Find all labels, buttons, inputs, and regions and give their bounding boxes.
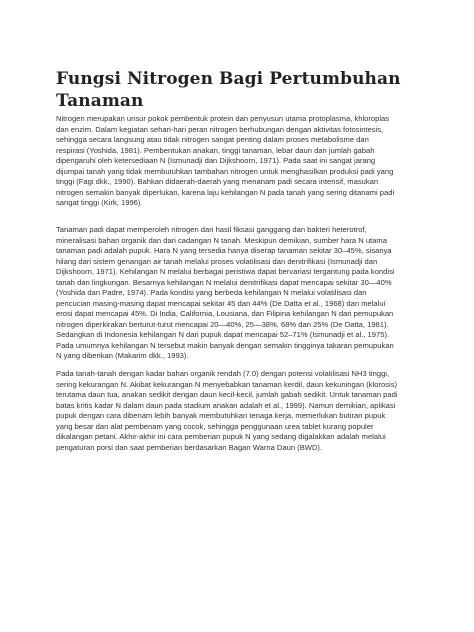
paragraph-nitrogen-function: Nitrogen merupakan unsur pokok pembentuk protein dan penyusun utama protoplasma, khloroplas dan enzim. Dalam kegiatan sehari-hari peran nitrogen berhubungan dengan aktivitas fotosintesis, sehingga secara langsung atau tidak nitrogen sangat penting dalam proses metabolisme dan respirasi (Yoshida, 1981). Pembentukan anakan, tinggi tanaman, lebar daun dan jumlah gabah dipengaruhi oleh ketersediaan N (Ismunadji dan Dijkshoorn, 1971). Pada saat ini sangat jarang dijumpai tanah yang tidak membutuhkan tambahan nitrogen untuk menghasilkan produksi padi yang tinggi (Fagi dkk., 1990). Bahkan didaerah-daerah yang menanam padi secara intensif, masukan nitrogen semakin banyak diperlukan, karena laju kehilangan N pada tanah yang sering ditanami padi sangat tinggi (Kirk, 1996). (56, 114, 395, 207)
page-title: Fungsi Nitrogen Bagi Pertumbuhan Tanaman (56, 69, 401, 111)
paragraph-nitrogen-deficiency: Pada tanah-tanah dengan kadar bahan organik rendah (7.0) dengan potensi volatilisasi NH3 tinggi, sering kekurangan N. Akibat kekurangan N menyebabkan tanaman kerdil, daun kekuningan (klorosis) terutama daun tua, anakan sedikit dengan daun kecil-kecil, jumlah gabah sedikit. Untuk tanaman padi batas kritis kadar N dalam daun pada stadium anakan adalah et al., 1999). Namun demikian, aplikasi pupuk dengan cara dibenam lebih banyak membutuhkan tenaga kerja, memerlukan butiran pupuk yang besar dan alat pembenam yang cocok, sehingga penggunaan urea tablet kurang populer dikalangan petani. Akhir-akhir ini cara pemberian pupuk N yang sedang digalakkan adalah melalui pengaturan porsi dan saat pemberian berdasarkan Bagan Warna Daun (BWD). (56, 369, 398, 452)
paragraph-nitrogen-loss: Tanaman padi dapat memperoleh nitrogen dari hasil fiksasi ganggang dan bakteri heterotrof, mineralisasi bahan organik dan dari cadangan N tanah. Meskipun demikian, sumber hara N utama tanaman padi adalah pupuk. Hara N yang tersedia hanya diserap tanaman sekitar 30–45%, sisanya hilang dari sistem genangan air tanah melalui proses volatilisasi dan denitrifikasi (Ismunadji dan Dijkshoorn, 1971). Kehilangan N melalui berbagai peristiwa dapat bervariasi tergantung pada kondisi tanah dan lingkungan. Besarnya kehilangan N melalui denitrifikasi dapat mencapai sekitar 30—40% (Yoshida dan Padre, 1974). Pada kondisi yang berbeda kehilangan N melalui volatilisasi dan pencucian masing-masing dapat mencapai sekitar 45 dan 44% (De Datta et al., 1968) dan melalui erosi dapat mencapai 45%. Di India, California, Lousiana, dan Filipina kehilangan N dari pemupukan nitrogen diperkirakan berturut-turut mencapai 20—40%, 25—38%, 68% dan 25% (De Datta, 1981). Sedangkan di Indonesia kehilangan N dari pupuk dapat mencapai 52–71% (Ismunadji et al., 1975). Pada umumnya kehilangan N tersebut makin banyak dengan semakin tingginya takaran pemupukan N yang diberikan (Makarim dkk., 1993). (56, 225, 395, 360)
